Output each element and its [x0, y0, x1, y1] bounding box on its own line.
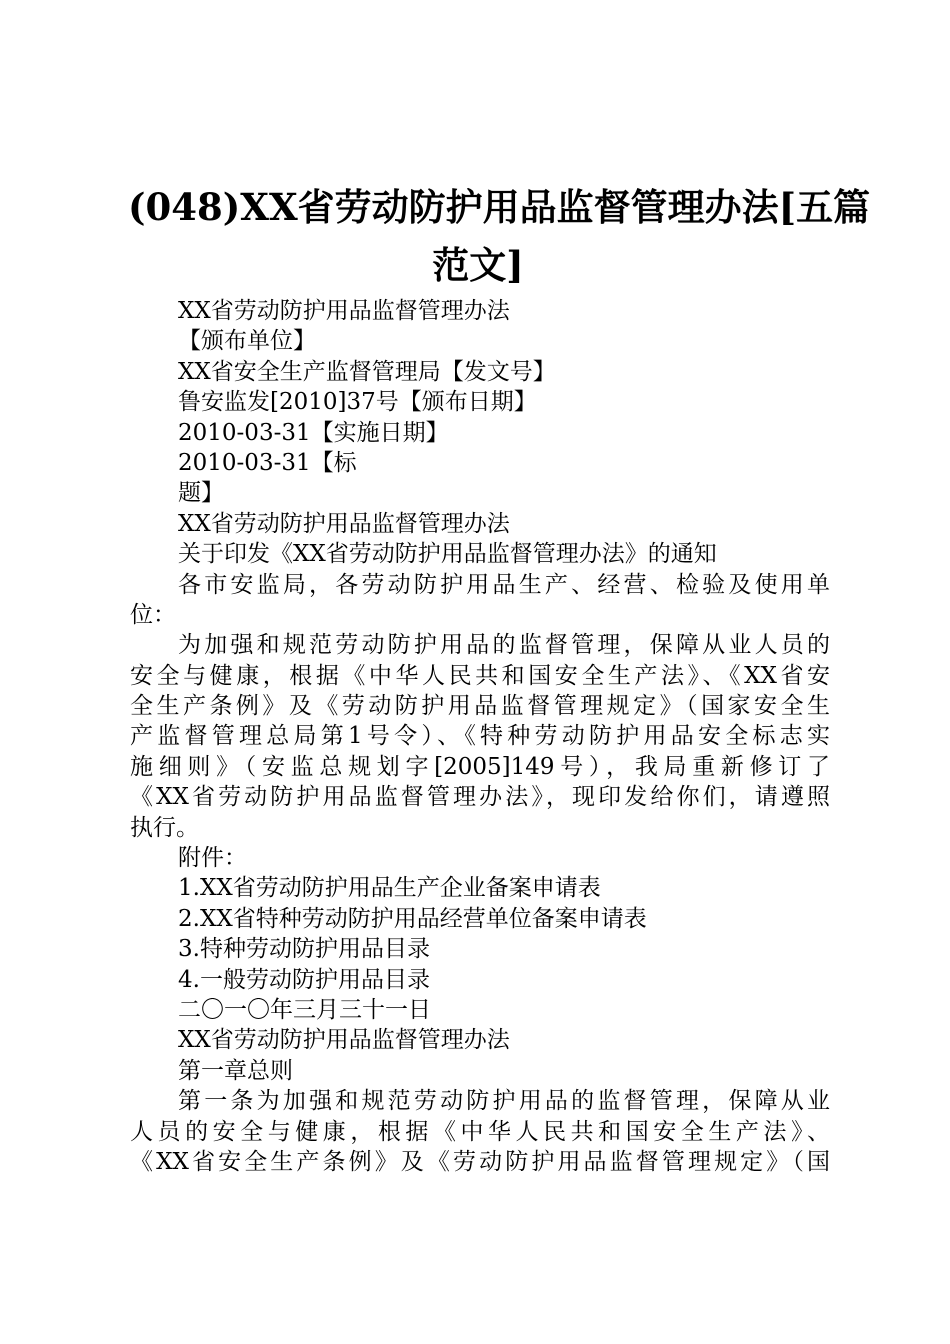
body-line: 2010-03-31【标	[178, 449, 357, 476]
body-line: 安全与健康，根据《中华人民共和国安全生产法》、《XX省安	[130, 662, 830, 689]
body-line: 3.特种劳动防护用品目录	[178, 936, 430, 963]
body-line: 鲁安监发[2010]37号【颁布日期】	[178, 389, 537, 416]
body-line: 位：	[130, 601, 176, 628]
document-title-line-1: (048)XX省劳动防护用品监督管理办法[五篇	[128, 185, 871, 229]
body-line: XX省劳动防护用品监督管理办法	[178, 510, 510, 537]
body-line: XX省安全生产监督管理局【发文号】	[178, 358, 556, 385]
body-line: XX省劳动防护用品监督管理办法	[178, 298, 510, 324]
body-line: 第一条为加强和规范劳动防护用品的监督管理，保障从业	[178, 1088, 830, 1115]
body-line: 人员的安全与健康，根据《中华人民共和国安全生产法》、	[130, 1118, 830, 1145]
body-line: 4.一般劳动防护用品目录	[178, 966, 430, 993]
body-line: 各市安监局，各劳动防护用品生产、经营、检验及使用单	[178, 571, 830, 598]
body-line: 全生产条例》及《劳动防护用品监督管理规定》（国家安全生	[130, 693, 830, 720]
body-line: 第一章总则	[178, 1057, 293, 1084]
body-line: 关于印发《XX省劳动防护用品监督管理办法》的通知	[178, 541, 717, 568]
body-line: 1.XX省劳动防护用品生产企业备案申请表	[178, 875, 601, 902]
body-line: 《XX省劳动防护用品监督管理办法》，现印发给你们，请遵照	[130, 784, 830, 811]
body-line: 《XX省安全生产条例》及《劳动防护用品监督管理规定》（国	[130, 1148, 830, 1175]
body-line: 施细则》（安监总规划字[2005]149号），我局重新修订了	[130, 753, 830, 780]
body-line: 2010-03-31【实施日期】	[178, 419, 449, 446]
body-line: 附件：	[178, 845, 247, 872]
document-body	[130, 296, 830, 1177]
body-line: XX省劳动防护用品监督管理办法	[178, 1027, 510, 1054]
body-line: 题】	[178, 480, 224, 507]
body-line: 执行。	[130, 814, 199, 841]
body-line: 为加强和规范劳动防护用品的监督管理，保障从业人员的	[178, 632, 830, 659]
body-line: 2.XX省特种劳动防护用品经营单位备案申请表	[178, 905, 647, 932]
body-line: 【颁布单位】	[178, 328, 316, 355]
document-title-line-2: 范文]	[432, 243, 524, 287]
body-line: 产监督管理总局第1号令）、《特种劳动防护用品安全标志实	[130, 723, 830, 750]
body-line: 二〇一〇年三月三十一日	[178, 996, 431, 1023]
